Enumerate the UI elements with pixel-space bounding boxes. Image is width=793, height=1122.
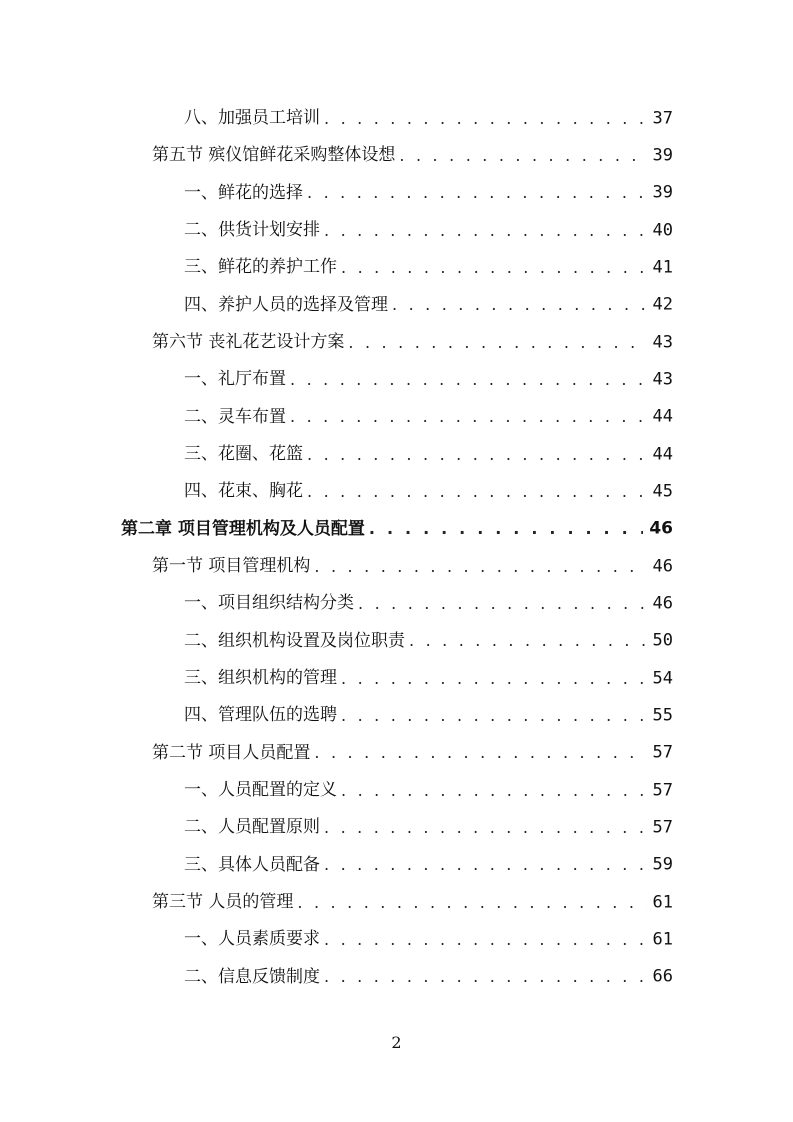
toc-entry-page-number: 46 [647,595,673,612]
toc-entry-title: 第一节 项目管理机构 [152,556,311,577]
toc-entry-title: 四、管理队伍的选聘 [184,705,337,726]
dot-leader [314,559,673,575]
toc-entry-title: 一、鲜花的选择 [184,182,303,203]
toc-entry-page-number: 44 [647,409,673,426]
toc-entry-page-number: 43 [647,334,673,351]
toc-entry-title: 二、供货计划安排 [184,220,320,241]
dot-leader [392,297,673,313]
toc-subsection-entry[interactable] [0,249,793,286]
dot-leader [324,932,673,948]
toc-entry-page-number: 61 [647,894,673,911]
dot-leader [399,148,673,164]
toc-chapter-entry[interactable] [0,511,793,548]
toc-subsection-entry[interactable] [0,399,793,436]
toc-subsection-entry[interactable] [0,921,793,958]
dot-leader [307,447,673,463]
toc-subsection-entry[interactable] [0,697,793,734]
toc-entry-title: 一、人员配置的定义 [184,780,337,801]
toc-section-entry[interactable] [0,548,793,585]
toc-entry-title: 二、组织机构设置及岗位职责 [184,630,405,651]
dot-leader [358,596,673,612]
dot-leader [307,185,673,201]
toc-entry-page-number: 61 [647,931,673,948]
toc-entry-page-number: 55 [647,707,673,724]
toc-entry-title: 第二章 项目管理机构及人员配置 [121,518,365,539]
toc-entry-page-number: 46 [647,558,673,575]
dot-leader [348,335,673,351]
toc-entry-title: 三、具体人员配备 [184,854,320,875]
dot-leader [290,409,673,425]
toc-entry-title: 三、花圈、花篮 [184,444,303,465]
dot-leader [341,260,673,276]
toc-subsection-entry[interactable] [0,809,793,846]
toc-entry-title: 第五节 殡仪馆鲜花采购整体设想 [152,145,396,166]
toc-entry-page-number: 44 [647,446,673,463]
toc-subsection-entry[interactable] [0,585,793,622]
toc-entry-title: 三、组织机构的管理 [184,668,337,689]
toc-entry-page-number: 54 [647,670,673,687]
toc-subsection-entry[interactable] [0,660,793,697]
toc-subsection-entry[interactable] [0,436,793,473]
toc-section-entry[interactable] [0,735,793,772]
toc-section-entry[interactable] [0,137,793,174]
toc-section-entry[interactable] [0,324,793,361]
toc-entry-title: 八、加强员工培训 [184,108,320,129]
dot-leader [324,857,673,873]
dot-leader [324,969,673,985]
dot-leader [314,745,673,761]
toc-entry-page-number: 59 [647,857,673,874]
dot-leader [409,633,673,649]
dot-leader [307,484,673,500]
dot-leader [341,671,673,687]
toc-entry-title: 三、鲜花的养护工作 [184,257,337,278]
dot-leader [297,895,673,911]
toc-entry-page-number: 37 [647,110,673,127]
toc-entry-title: 一、项目组织结构分类 [184,593,354,614]
toc-entry-page-number: 50 [647,633,673,650]
toc-section-entry[interactable] [0,884,793,921]
toc-entry-title: 第二节 项目人员配置 [152,742,311,763]
toc-subsection-entry[interactable] [0,175,793,212]
toc-entry-page-number: 57 [647,819,673,836]
toc-subsection-entry[interactable] [0,847,793,884]
toc-entry-title: 第六节 丧礼花艺设计方案 [152,332,345,353]
toc-entry-page-number: 39 [647,147,673,164]
dot-leader [341,783,673,799]
toc-entry-title: 一、人员素质要求 [184,929,320,950]
toc-entry-page-number: 45 [647,483,673,500]
toc-entry-title: 第三节 人员的管理 [152,892,294,913]
toc-subsection-entry[interactable] [0,361,793,398]
toc-entry-title: 二、信息反馈制度 [184,966,320,987]
dot-leader [290,372,673,388]
dot-leader [324,820,673,836]
table-of-contents [0,100,793,996]
toc-entry-page-number: 57 [647,745,673,762]
toc-subsection-entry[interactable] [0,287,793,324]
toc-subsection-entry[interactable] [0,623,793,660]
toc-entry-page-number: 40 [647,222,673,239]
toc-entry-title: 一、礼厅布置 [184,369,286,390]
dot-leader [369,521,673,537]
toc-entry-title: 二、人员配置原则 [184,817,320,838]
toc-entry-page-number: 43 [647,371,673,388]
toc-entry-title: 四、花束、胸花 [184,481,303,502]
toc-entry-title: 二、灵车布置 [184,406,286,427]
toc-subsection-entry[interactable] [0,473,793,510]
toc-subsection-entry[interactable] [0,212,793,249]
toc-entry-page-number: 57 [647,782,673,799]
toc-entry-page-number: 41 [647,259,673,276]
toc-entry-page-number: 46 [643,521,673,538]
dot-leader [341,708,673,724]
dot-leader [324,223,673,239]
toc-subsection-entry[interactable] [0,959,793,996]
toc-subsection-entry[interactable] [0,772,793,809]
toc-entry-title: 四、养护人员的选择及管理 [184,294,388,315]
toc-entry-page-number: 39 [647,185,673,202]
toc-subsection-entry[interactable] [0,100,793,137]
page-number: 2 [391,1033,402,1052]
toc-entry-page-number: 42 [647,297,673,314]
dot-leader [324,111,673,127]
toc-entry-page-number: 66 [647,969,673,986]
